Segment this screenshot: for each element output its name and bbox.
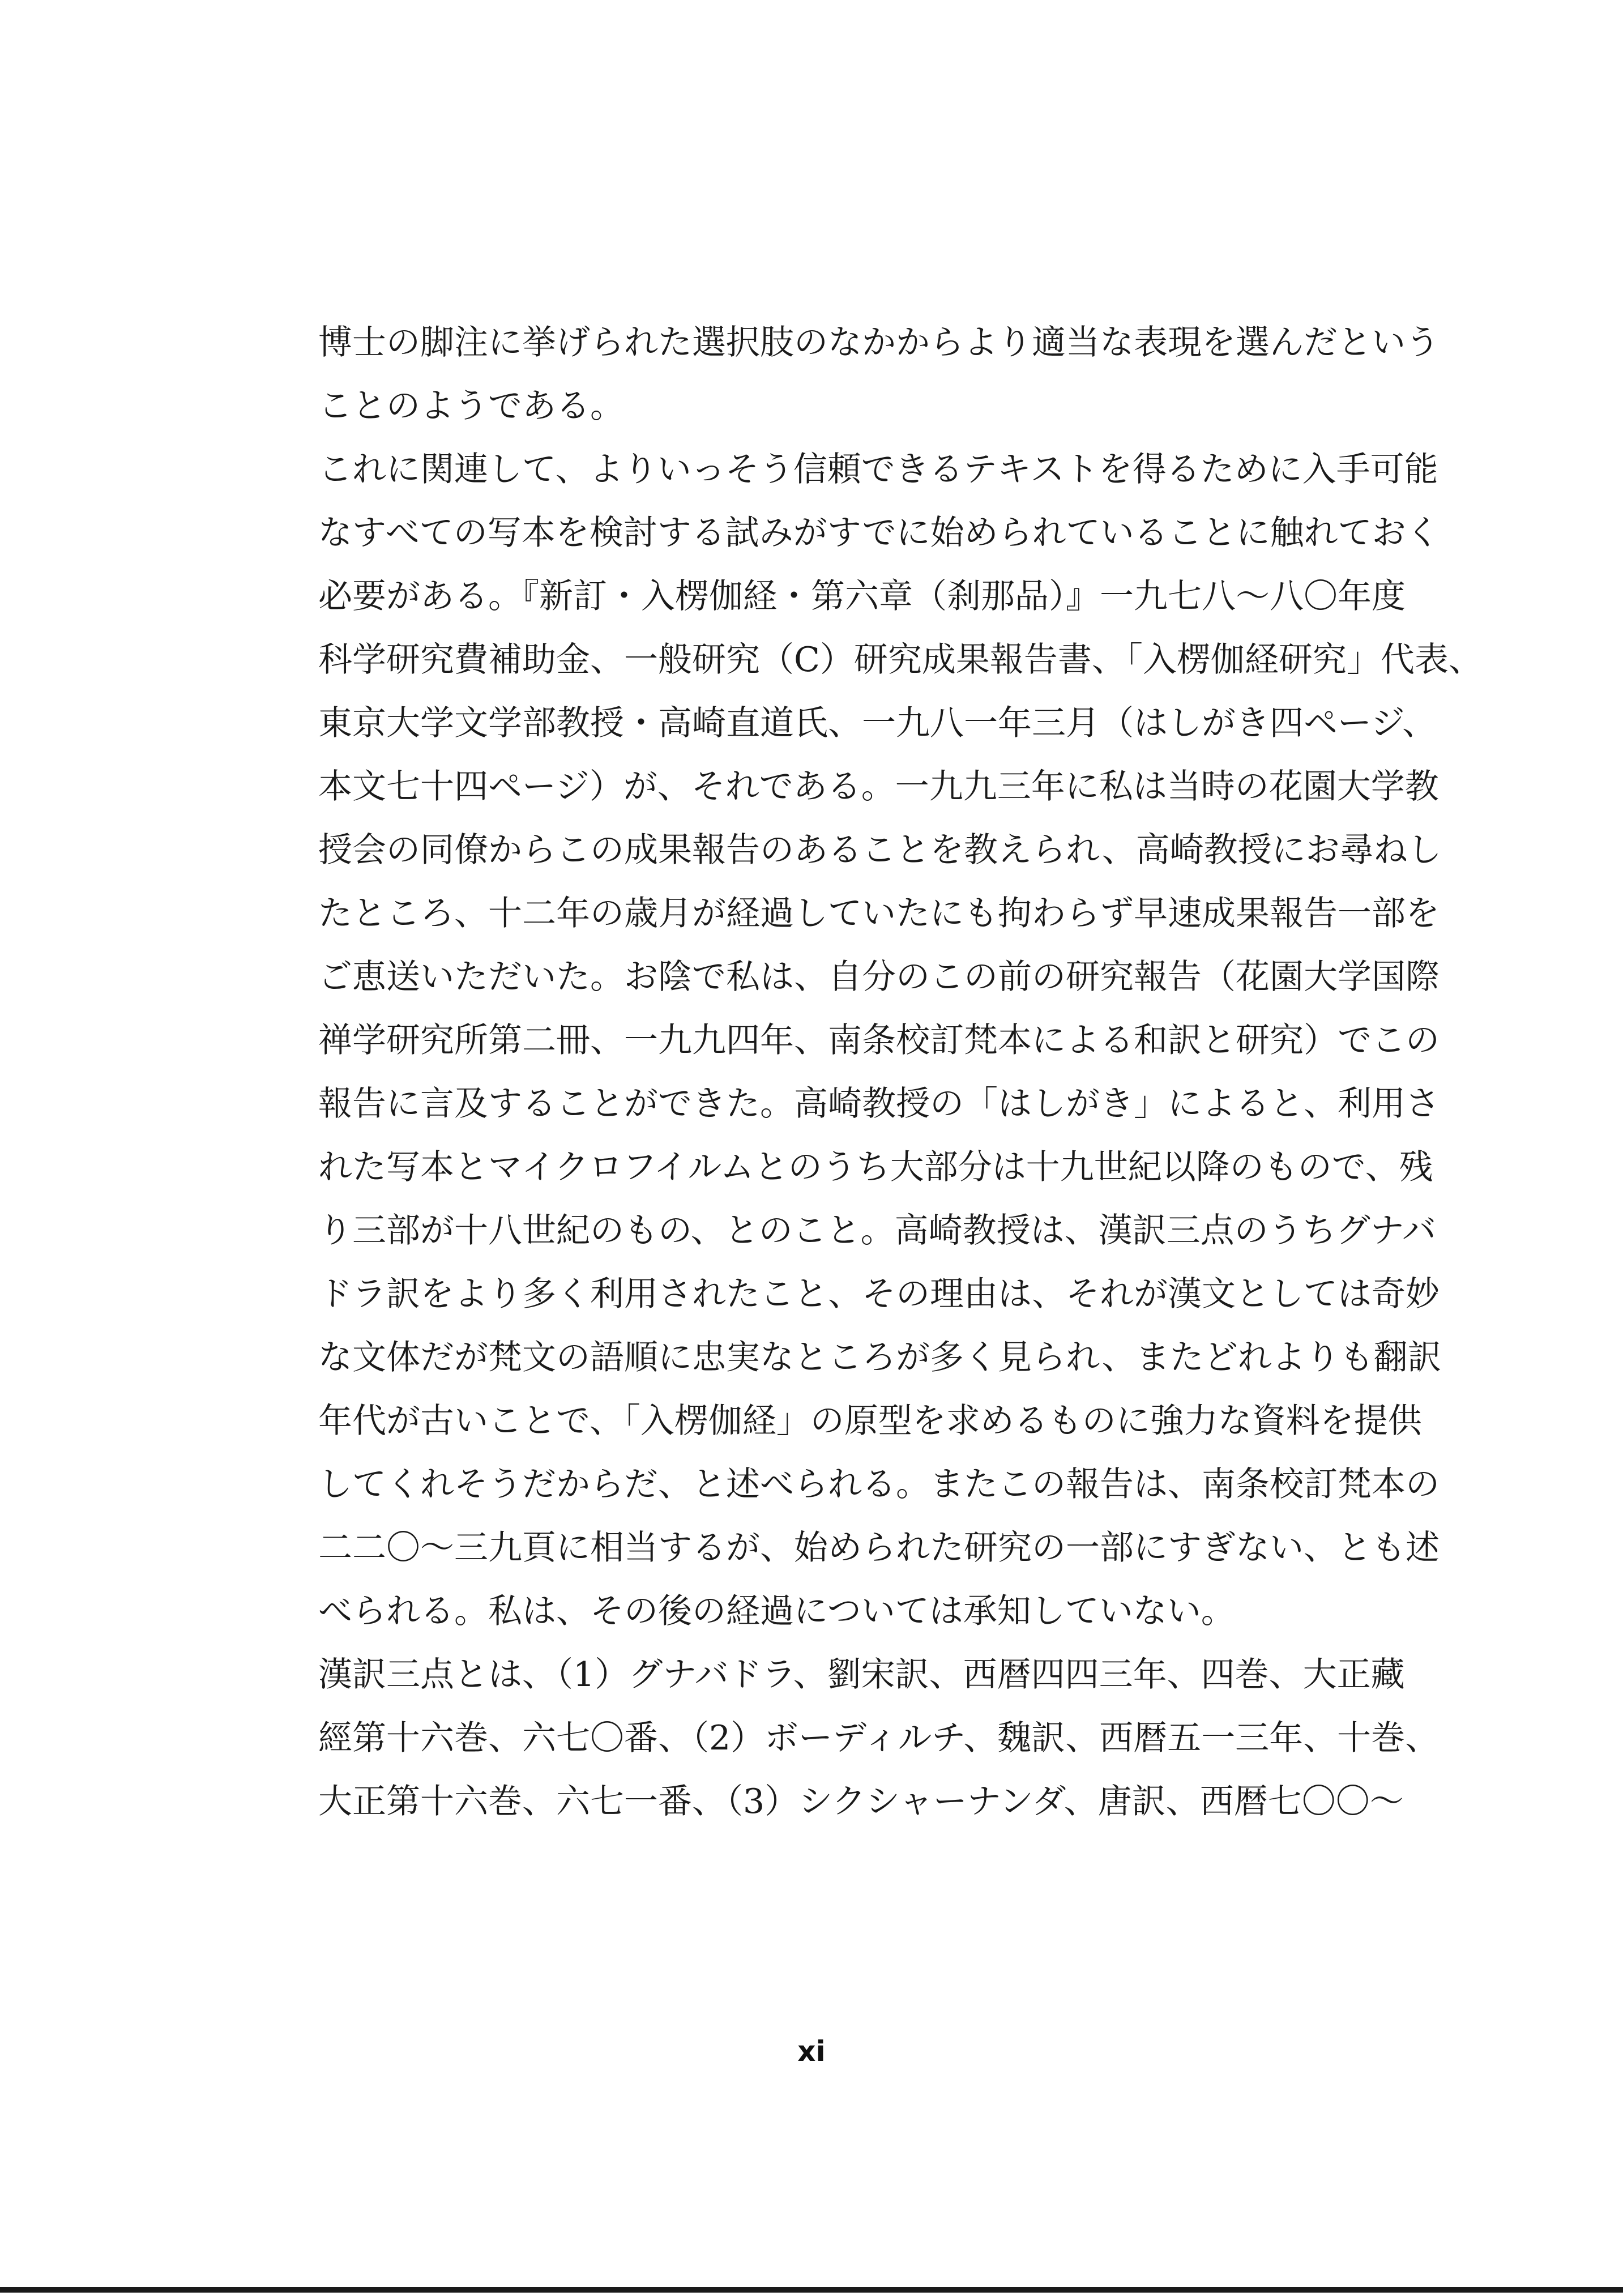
text-line: れた写本とマイクロフイルムとのうち大部分は十九世紀以降のもので、残 [318,1147,1433,1187]
text-line: 漢訳三点とは、（1）グナバドラ、劉宋訳、西暦四四三年、四巻、大正藏 [318,1655,1405,1695]
text-line: 大正第十六巻、六七一番、（3）シクシャーナンダ、唐訳、西暦七〇〇～ [318,1782,1404,1821]
text-line: り三部が十八世紀のもの、とのこと。高崎教授は、漢訳三点のうちグナバ [318,1211,1436,1251]
text-line: 二二〇～三九頁に相当するが、始められた研究の一部にすぎない、とも述 [318,1528,1440,1568]
text-line: してくれそうだからだ、と述べられる。またこの報告は、南条校訂梵本の [318,1465,1440,1504]
text-line: べられる。私は、その後の経過については承知していない。 [318,1591,1235,1631]
text-line: 授会の同僚からこの成果報告のあることを教えられ、高崎教授にお尋ねし [318,830,1442,870]
text-line: 禅学研究所第二冊、一九九四年、南条校訂梵本による和訳と研究）でこの [318,1021,1440,1060]
text-line: な文体だが梵文の語順に忠実なところが多く見られ、またどれよりも翻訳 [318,1338,1442,1377]
text-line: 東京大学文学部教授・高崎直道氏、一九八一年三月（はしがき四ページ、 [318,703,1436,743]
text-line: ドラ訳をより多く利用されたこと、その理由は、それが漢文としては奇妙 [318,1274,1440,1314]
text-line: ことのようである。 [318,386,624,426]
text-line: たところ、十二年の歳月が経過していたにも拘わらず早速成果報告一部を [318,894,1440,933]
text-line: 本文七十四ページ）が、それである。一九九三年に私は当時の花園大学教 [318,767,1439,806]
text-line: 年代が古いことで、「入楞伽経」の原型を求めるものに強力な資料を提供 [318,1401,1422,1441]
text-line: 經第十六巻、六七〇番、（2）ボーディルチ、魏訳、西暦五一三年、十巻、 [318,1718,1440,1758]
text-line: ご恵送いただいた。お陰で私は、自分のこの前の研究報告（花園大学国際 [318,957,1440,997]
text-line: 博士の脚注に挙げられた選択肢のなかからより適当な表現を選んだという [318,323,1440,362]
text-line: これに関連して、よりいっそう信頼できるテキストを得るために入手可能 [318,450,1438,489]
body-text [318,317,1483,1840]
text-line: 報告に言及することができた。高崎教授の「はしがき」によると、利用さ [318,1084,1440,1124]
text-line: なすべての写本を検討する試みがすでに始められていることに触れておく [318,513,1440,553]
text-line: 必要がある。『新訂・入楞伽経・第六章（刹那品）』一九七八～八〇年度 [318,577,1406,616]
text-line: 科学研究費補助金、一般研究（C）研究成果報告書、「入楞伽経研究」代表、 [318,640,1483,680]
page-number: xi [797,2035,826,2068]
bottom-border [0,2287,1623,2293]
